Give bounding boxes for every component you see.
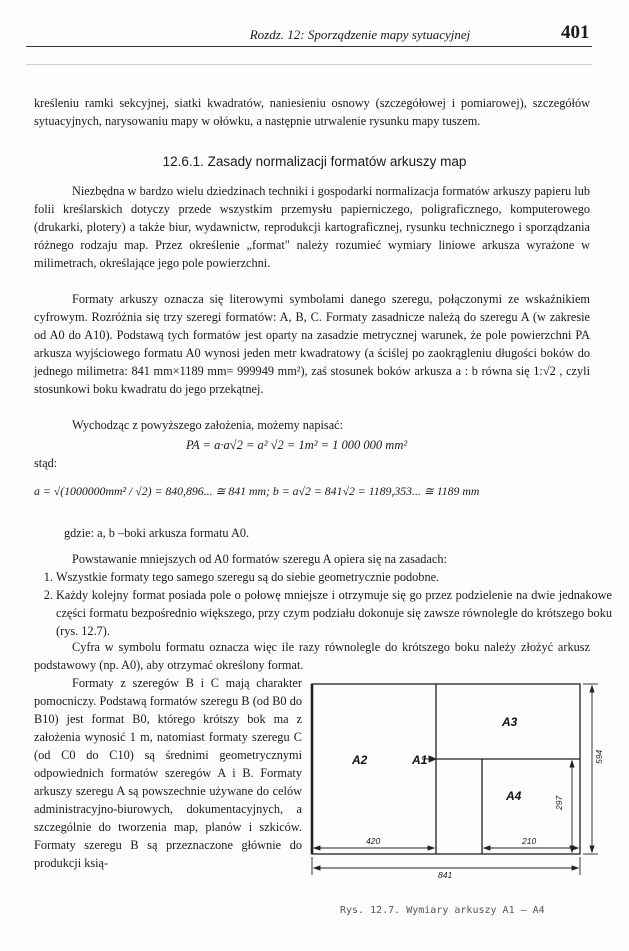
paragraph-digit-meaning: Cyfra w symbolu formatu oznacza więc ile razy równolegle do krótszego boku należy złożyć arkusz podstawowy (np. A0), aby otrzymać określony format. — [34, 640, 590, 672]
running-header-title: Rozdz. 12: Sporządzenie mapy sytuacyjnej — [249, 27, 471, 42]
paragraph-principles-intro: Powstawanie mniejszych od A0 formatów szeregu A opiera się na zasadach: — [72, 552, 447, 566]
where-clause: gdzie: a, b –boki arkusza formatu A0. — [64, 526, 250, 540]
paragraph-assumption: Wychodząc z powyższego założenia, możemy napisać: — [72, 418, 344, 432]
principles-list-item-1: 1. Wszystkie formaty tego samego szeregu są do siebie geometrycznie podobne. — [56, 568, 612, 586]
header-rule-faint — [26, 64, 592, 65]
dim-label-594: 594 — [594, 749, 604, 764]
principles-list-item-2: 2. Każdy kolejny format posiada pole o połowę mniejsze i otrzymuje się go przez podzielenie na dwie jednakowe części formatu bezpośrednio większego, przy czym podziału dokonuje się zawsze równolegle do krótszego boku (rys. 12.7). — [56, 586, 612, 640]
arrow-594-top — [590, 686, 594, 692]
header-rule — [26, 46, 592, 47]
word-stad: stąd: — [34, 456, 58, 470]
principles-list — [34, 568, 612, 640]
section-heading: 12.6.1. Zasady normalizacji formatów arkuszy map — [162, 154, 467, 169]
label-a2: A2 — [352, 753, 368, 767]
page-number: 401 — [561, 22, 590, 43]
dim-label-210: 210 — [522, 836, 537, 846]
arrow-420-left — [314, 846, 320, 850]
paragraph-format-definition: Niezbędna w bardzo wielu dziedzinach techniki i gospodarki normalizacja formatów arkuszy papieru lub folii kreślarskich dotyczy przede wszystkim przemysłu papierniczego, poligraficznego, komputerowego (drukarki, plotery) a także biur, wydawnictw, reprodukcji kartograficznej, rysunku technicznego i sporządzania różnego rodzaju map. Przez określenie „format" należy rozumieć wymiary liniowe arkusza wyrażone w milimetrach, określające jego pole powierzchni. — [34, 184, 590, 270]
sheet-a0-outline — [312, 684, 580, 854]
dim-label-297: 297 — [554, 795, 564, 810]
arrow-841-right — [572, 866, 578, 870]
figure-caption: Rys. 12.7. Wymiary arkuszy A1 – A4 — [340, 905, 545, 916]
arrow-297-bottom — [570, 846, 574, 852]
arrow-841-left — [314, 866, 320, 870]
label-a4: A4 — [506, 789, 522, 803]
equation-sides: a = √(1000000mm² / √2) = 840,896... ≅ 841 mm; b = a√2 = 841√2 = 1189,353... ≅ 1189 mm — [34, 484, 480, 498]
arrow-594-bottom — [590, 846, 594, 852]
paragraph-format-series: Formaty arkuszy oznacza się literowymi symbolami danego szeregu, połączonymi ze wskaźnikiem cyfrowym. Rozróżnia się trzy szeregi formatów: A, B, C. Formaty zasadnicze należą do szeregu A (w zakresie od A0 do A10). Podstawą tych formatów jest oparty na zasadzie metrycznej warunek, że pole powierzchni PA arkusza wyjściowego formatu A0 wynosi jeden metr kwadratowy (a ściślej po zaokrągleniu długości boków do jednego milimetra: 841 mm×1189 mm= 999949 mm²), zaś stosunek boków arkusza a : b równa się 1:√2 , czyli stosunkowi boku kwadratu do jego przekątnej. — [34, 292, 590, 396]
arrow-297-top — [570, 761, 574, 767]
dim-label-841: 841 — [438, 870, 453, 880]
intro-paragraph: kreśleniu ramki sekcyjnej, siatki kwadratów, naniesieniu osnowy (szczegółowej i pomiarowej), szczegółów sytuacyjnych, narysowaniu mapy w ołówku, a następnie utrwalenie rysunku mapy tuszem. — [34, 96, 590, 128]
paragraph-series-b-c: Formaty z szeregów B i C mają charakter pomocniczy. Podstawą formatów szeregu B (od B0 do B10) jest format B0, którego krótszy bok ma z założenia wynosić 1 m, natomiast formaty szeregu C (od C0 do C10) są średnimi geometrycznymi odpowiednich formatów szeregów A i B. Formaty arkuszy szeregu A są powszechnie używane do celów administracyjno-biurowych, dokumentacyjnych, a szczególnie do tworzenia map, planów i szkiców. Formaty szeregu B są przeznaczone głównie do produkcji ksią- — [34, 676, 302, 870]
arrow-210-left — [484, 846, 490, 850]
equation-area: PA = a·a√2 = a² √2 = 1m² = 1 000 000 mm² — [186, 438, 408, 452]
arrow-420-right — [428, 846, 434, 850]
format-diagram — [300, 672, 610, 902]
dim-label-420: 420 — [366, 836, 381, 846]
label-a1: A1 — [412, 753, 428, 767]
label-a3: A3 — [502, 715, 518, 729]
